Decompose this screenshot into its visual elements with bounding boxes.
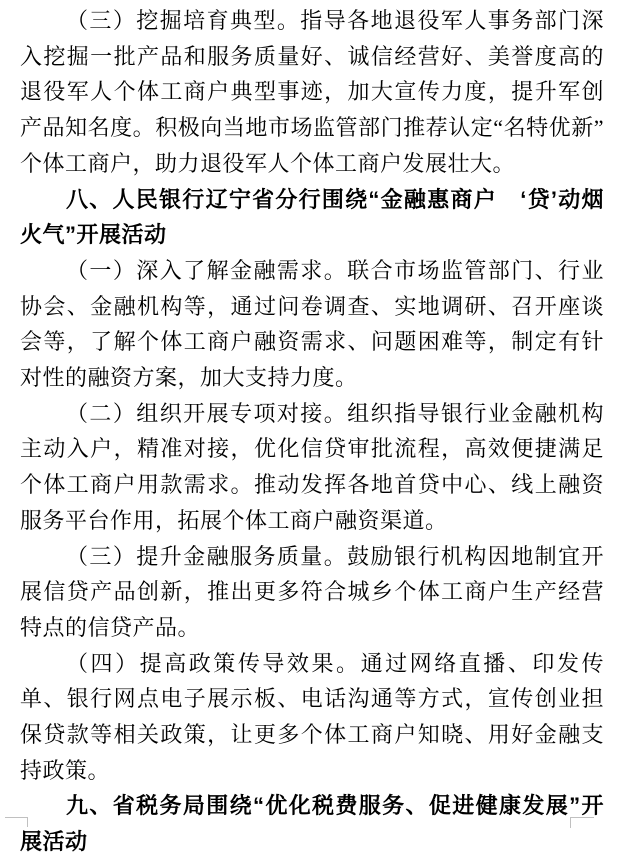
section-heading-8-peoples-bank-liaoning: 八、人民银行辽宁省分行围绕“金融惠商户 ‘贷’动烟火气”开展活动 <box>20 186 604 248</box>
margin-crop-mark-bottom-left <box>5 817 28 827</box>
paragraph-cultivate-typical-models: （三）挖掘培育典型。指导各地退役军人事务部门深入挖掘一批产品和服务质量好、诚信经营好、美誉度高的退役军人个体工商户典型事迹，加大宣传力度，提升军创产品知名度。积极向当地市场监管部门推荐认定“名特优新”个体工商户，助力退役军人个体工商户发展壮大。 <box>20 8 604 176</box>
margin-crop-mark-bottom-right <box>570 817 594 828</box>
paragraph-improve-policy-transmission: （四）提高政策传导效果。通过网络直播、印发传单、银行网点电子展示板、电话沟通等方式，宣传创业担保贷款等相关政策，让更多个体工商户知晓、用好金融支持政策。 <box>20 650 604 783</box>
document-text-area <box>20 3 604 860</box>
paragraph-improve-financial-service-quality: （三）提升金融服务质量。鼓励银行机构因地制宜开展信贷产品创新，推出更多符合城乡个体工商户生产经营特点的信贷产品。 <box>20 543 604 640</box>
paragraph-organize-special-matching: （二）组织开展专项对接。组织指导银行业金融机构主动入户，精准对接，优化信贷审批流程，高效便捷满足个体工商户用款需求。推动发挥各地首贷中心、线上融资服务平台作用，拓展个体工商户融资渠道。 <box>20 400 604 533</box>
section-heading-9-provincial-tax-bureau: 九、省税务局围绕“优化税费服务、促进健康发展”开展活动 <box>20 793 604 855</box>
paragraph-understand-financial-needs: （一）深入了解金融需求。联合市场监管部门、行业协会、金融机构等，通过问卷调查、实地调研、召开座谈会等，了解个体工商户融资需求、问题困难等，制定有针对性的融资方案，加大支持力度。 <box>20 257 604 391</box>
